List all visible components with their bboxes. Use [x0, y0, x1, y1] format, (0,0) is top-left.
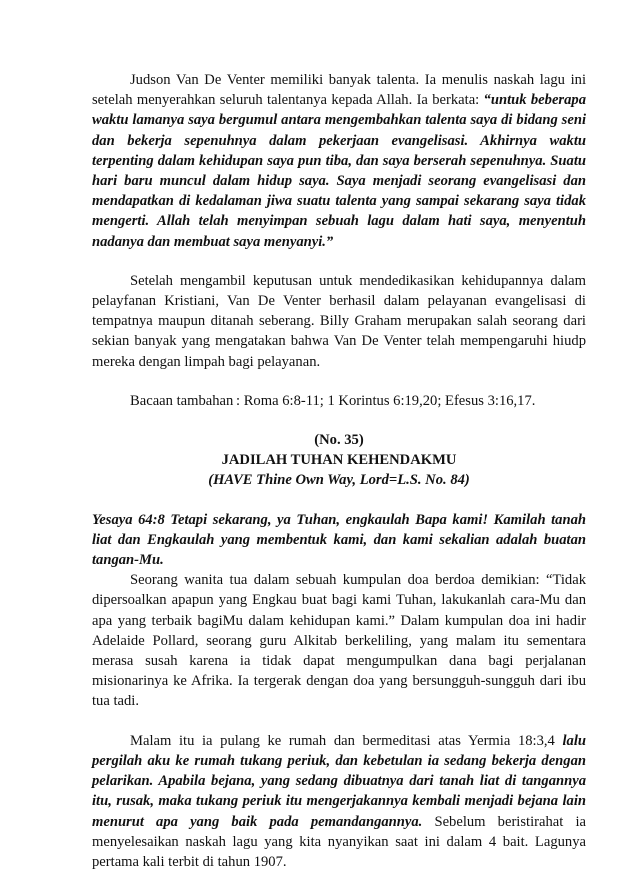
meditation-outro: Sebelum beristirahat ia menyelesaikan naskah lagu yang kita nyanyikan saat ini dalam 4 bait. Lagunya pertama kali terbit di tahun 1907.: [92, 813, 586, 870]
hymn-heading: [92, 430, 586, 491]
paragraph-meditation: [92, 731, 586, 872]
hymn-number: (No. 35): [314, 432, 364, 449]
hymn-subtitle: (HAVE Thine Own Way, Lord=L.S. No. 84): [208, 472, 470, 489]
hymn-title: JADILAH TUHAN KEHENDAKMU: [221, 452, 457, 469]
scripture-verse: Yesaya 64:8 Tetapi sekarang, ya Tuhan, engkaulah Bapa kami! Kamilah tanah liat dan Engkaulah yang membentuk kami, dan kami sekalian adalah buatan tangan-Mu.: [92, 511, 586, 569]
document-page: [92, 70, 586, 872]
paragraph-testimony: [92, 70, 586, 252]
additional-reading-refs: : Roma 6:8-11; 1 Korintus 6:19,20; Efesus 3:16,17.: [236, 392, 536, 409]
jeremiah-quote: lalu pergilah aku ke rumah tukang periuk, dan kebetulan ia sedang bekerja dengan pelarikan. Apabila bejana, yang sedang dibuatnya dari tanah liat di tangannya itu, rusak, maka tukang periuk itu mengerjakannya kembali menjadi bejana lain menurut apa yang baik pada pemandangannya.: [92, 732, 586, 830]
paragraph-testimony-intro: Judson Van De Venter memiliki banyak talenta. Ia menulis naskah lagu ini setelah menyerahkan seluruh talentanya kepada Allah. Ia berkata:: [92, 72, 586, 109]
meditation-intro: Malam itu ia pulang ke rumah dan bermeditasi atas Yermia 18:3,4: [130, 732, 563, 749]
additional-reading: [92, 391, 586, 411]
paragraph-ministry: Setelah mengambil keputusan untuk mendedikasikan kehidupannya dalam pelayfanan Kristiani, Van De Venter berhasil dalam pelayanan evangelisasi di tempatnya maupun ditanah seberang. Billy Graham merupakan salah seorang dari sekian banyak yang mengatakan bahwa Van De Venter telah mempengaruhi hiudp mereka dengan limpah bagi pelayanan.: [92, 272, 586, 370]
additional-reading-label: Bacaan tambahan: [130, 392, 234, 409]
paragraph-prayer-meeting: Seorang wanita tua dalam sebuah kumpulan doa berdoa demikian: “Tidak dipersoalkan apapun yang Engkau buat bagi kami Tuhan, lakukanlah cara-Mu dan apa yang terbaik bagiMu dalam kehidupan kami.” Dalam kumpulan doa ini hadir Adelaide Pollard, seorang guru Alkitab berkeliling, yang malam itu sementara merasa susah karena ia tidak dapat mengumpulkan dana bagi perjalanan misionarinya ke Afrika. Ia tergerak dengan doa yang bersungguh-sungguh dari ibu tua tadi.: [92, 572, 586, 710]
testimony-quote: “untuk beberapa waktu lamanya saya bergumul antara mengembahkan talenta saya di bidang seni dan bekerja sepenuhnya dalam pekerjaan evangelisasi. Akhirnya waktu terpenting dalam kehidupan saya pun tiba, dan saya berserah sepenuhnya. Suatu hari baru muncul dalam hidup saya. Saya menjadi seorang evangelisasi dan mendapatkan di kedalaman jiwa suatu talenta yang sampai sekarang saya tidak mengerti. Allah telah menyimpan sebuah lagu dalam hati saya, menyentuh nadanya dan membuat saya menyanyi.”: [92, 92, 586, 250]
